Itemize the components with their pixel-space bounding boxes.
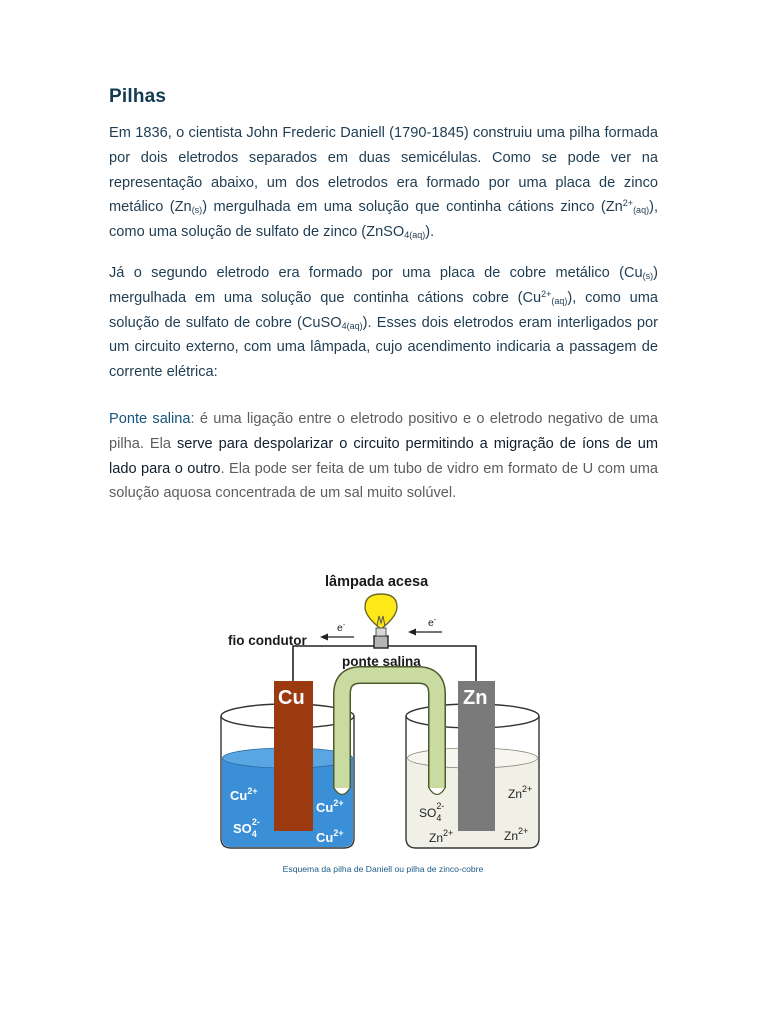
salt-bridge-term: Ponte salina: [109, 410, 191, 427]
daniell-cell-figure: [216, 566, 550, 886]
p3-text-2: . Ela pode ser feita de um tubo de vidro em formato de U com uma solução aquosa concentrada de um sal muito solúvel.: [109, 460, 658, 502]
lamp-label: lâmpada acesa: [325, 574, 429, 590]
wire-label: fio condutor: [228, 633, 307, 648]
p1-sup-1: 2+: [622, 198, 634, 209]
electron-label-right: e-: [428, 617, 437, 629]
ion-so4-zinc: $SO_42-$: [419, 801, 445, 823]
p1-sub-2: (aq): [633, 205, 650, 216]
lamp-icon: [365, 594, 397, 648]
electron-arrowhead-left: [320, 634, 328, 641]
p2-text-1: Já o segundo eletrodo era formado por uma placa de cobre metálico (Cu: [109, 264, 643, 281]
p3-text-1: : é uma ligação entre o eletrodo positivo e o eletrodo negativo de uma pilha. Ela: [109, 410, 658, 452]
zinc-electrode-label: Zn: [463, 687, 488, 709]
p2-sub-1: (s): [642, 270, 654, 281]
p1-text-2: ) mergulhada em uma solução que continha cátions zinco (Zn: [202, 199, 623, 216]
p2-text-4: ). Esses dois eletrodos eram interligados por um circuito externo, com uma lâmpada, cujo acendimento indicaria a passagem de corrente elétrica:: [109, 314, 658, 381]
salt-bridge-label: ponte salina: [342, 654, 421, 669]
p2-sub-3: 4(aq): [341, 320, 363, 331]
electron-arrowhead-right: [408, 629, 416, 636]
paragraph-daniell-intro: [109, 121, 658, 245]
figure-caption: Esquema da pilha de Daniell ou pilha de zinco-cobre: [282, 864, 484, 874]
ion-cu-3: $Cu^{2+}$: [316, 828, 344, 845]
ion-zn-2: $Zn^{2+}$: [508, 784, 533, 801]
paragraph-copper-electrode: [109, 261, 658, 385]
p3-emphasis: serve para despolarizar o circuito permitindo a migração de íons de um lado para o outro: [109, 435, 658, 477]
ion-zn-3: $Zn^{2+}$: [504, 826, 529, 843]
p2-text-3: ), como uma solução de sulfato de cobre (CuSO: [109, 289, 658, 331]
p1-sub-3: 4(aq): [404, 230, 426, 241]
page-title: Pilhas: [109, 86, 167, 107]
document-page: [109, 86, 658, 522]
ion-zn-1: $Zn^{2+}$: [429, 828, 454, 845]
ion-so4-copper: $SO_42-$: [233, 817, 260, 839]
electron-label-left: e-: [337, 622, 346, 634]
p1-sub-1: (s): [191, 205, 203, 216]
p1-text-3: ), como uma solução de sulfato de zinco (ZnSO: [109, 199, 658, 241]
ion-cu-1: $Cu^{2+}$: [230, 786, 258, 803]
p1-text-4: ).: [425, 224, 435, 241]
copper-electrode-label: Cu: [278, 687, 305, 709]
ion-cu-2: $Cu^{2+}$: [316, 798, 344, 815]
p2-sup-1: 2+: [541, 288, 552, 299]
paragraph-salt-bridge: [109, 407, 658, 506]
p2-sub-2: (aq): [551, 295, 568, 306]
p1-text-1: Em 1836, o cientista John Frederic Daniell (1790-1845) construiu uma pilha formada por dois eletrodos separados em duas semicélulas. Como se pode ver na representação abaixo, um dos eletrodos era formado por uma placa de zinco metálico (Zn: [109, 125, 658, 216]
p2-text-2: ) mergulhada em uma solução que continha cátions cobre (Cu: [109, 264, 658, 306]
